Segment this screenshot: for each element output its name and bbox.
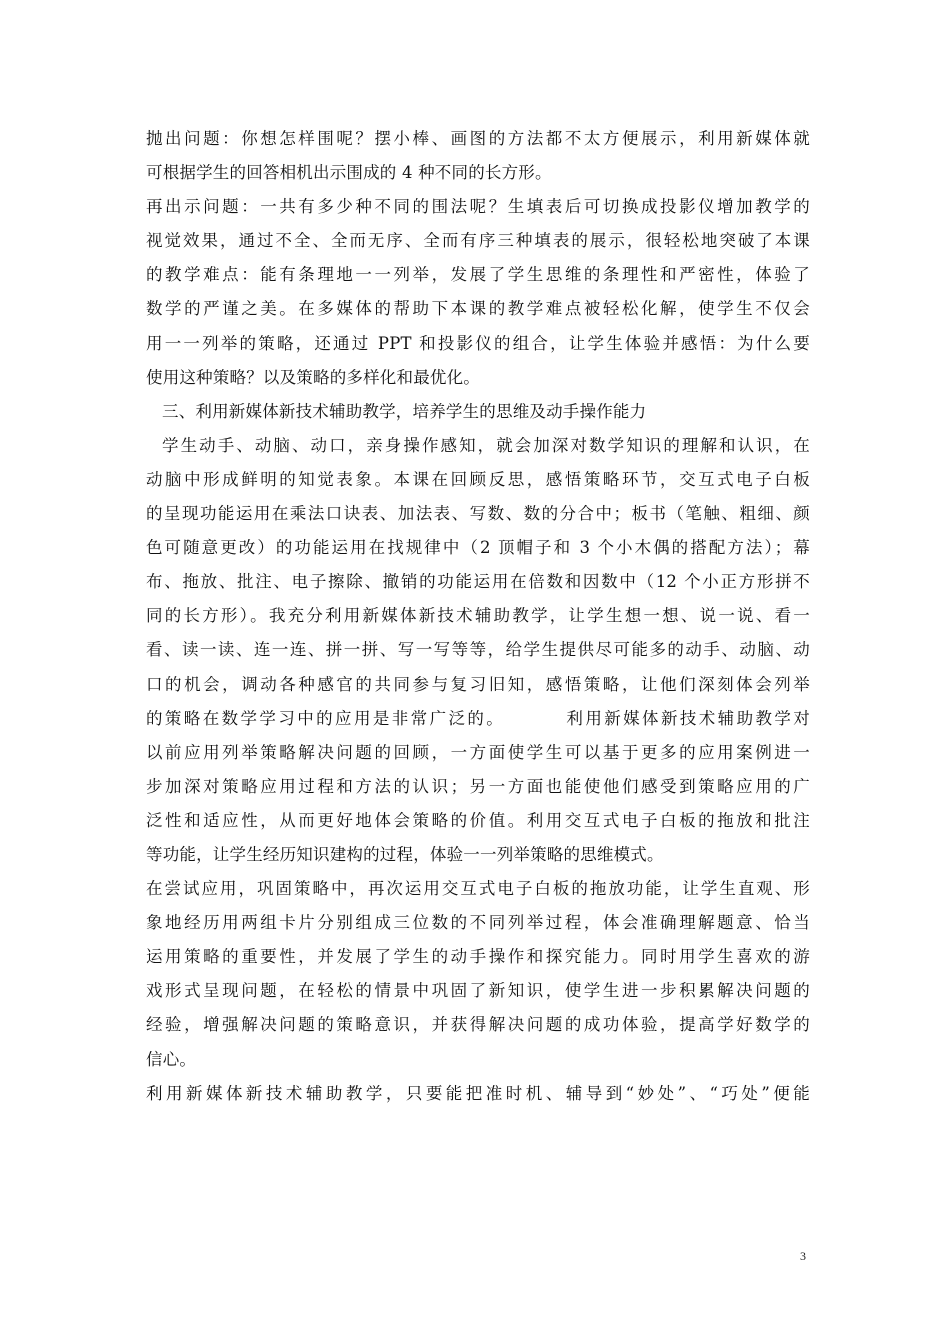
text-line: 同的长方形）。我充分利用新媒体新技术辅助教学，让学生想一想、说一说、看一 xyxy=(146,606,810,626)
text-line: 经验，增强解决问题的策略意识，并获得解决问题的成功体验，提高学好数学的 xyxy=(146,1015,810,1035)
text-line: 抛出问题：你想怎样围呢？摆小棒、画图的方法都不太方便展示，利用新媒体就 xyxy=(146,129,810,148)
text-line: 利用新媒体新技术辅助教学，只要能把准时机、辅导到“妙处”、“巧处”便能 xyxy=(146,1083,810,1103)
text-line: 可根据学生的回答相机出示围成的 4 种不同的长方形。 xyxy=(146,163,552,183)
text-line: 以前应用列举策略解决问题的回顾，一方面使学生可以基于更多的应用案例进一 xyxy=(146,742,810,762)
text-line: 的教学难点：能有条理地一一列举，发展了学生思维的条理性和严密性，体验了 xyxy=(146,265,810,285)
text-line: 在尝试应用，巩固策略中，再次运用交互式电子白板的拖放功能，让学生直观、形 xyxy=(146,879,810,899)
text-line: 的策略在数学学习中的应用是非常广泛的。 利用新媒体新技术辅助教学对 xyxy=(146,708,810,728)
text-line: 看、读一读、连一连、拼一拼、写一写等等，给学生提供尽可能多的动手、动脑、动 xyxy=(146,640,810,660)
page-number: 3 xyxy=(800,1249,806,1263)
text-line: 运用策略的重要性，并发展了学生的动手操作和探究能力。同时用学生喜欢的游 xyxy=(146,947,810,967)
text-line: 视觉效果，通过不全、全而无序、全而有序三种填表的展示，很轻松地突破了本课 xyxy=(146,231,810,251)
text-line: 的呈现功能运用在乘法口诀表、加法表、写数、数的分合中；板书（笔触、粗细、颜 xyxy=(146,504,810,524)
text-line: 再出示问题：一共有多少种不同的围法呢？生填表后可切换成投影仪增加教学的 xyxy=(146,197,810,217)
text-line: 动脑中形成鲜明的知觉表象。本课在回顾反思，感悟策略环节，交互式电子白板 xyxy=(146,469,810,489)
text-line: 步加深对策略应用过程和方法的认识；另一方面也能使他们感受到策略应用的广 xyxy=(146,776,810,796)
text-line: 布、拖放、批注、电子擦除、撤销的功能运用在倍数和因数中（12 个小正方形拼不 xyxy=(146,572,810,592)
text-line: 数学的严谨之美。在多媒体的帮助下本课的教学难点被轻松化解，使学生不仅会 xyxy=(146,299,810,319)
text-line: 泛性和适应性，从而更好地体会策略的价值。利用交互式电子白板的拖放和批注 xyxy=(146,810,810,830)
text-line: 象地经历用两组卡片分别组成三位数的不同列举过程，体会准确理解题意、恰当 xyxy=(146,913,810,933)
text-line: 色可随意更改）的功能运用在找规律中（2 顶帽子和 3 个小木偶的搭配方法）；幕 xyxy=(146,538,810,558)
text-line: 学生动手、动脑、动口，亲身操作感知，就会加深对数学知识的理解和认识，在 xyxy=(162,435,810,455)
text-line: 使用这种策略？以及策略的多样化和最优化。 xyxy=(146,367,480,387)
text-line: 用一一列举的策略，还通过 PPT 和投影仪的组合，让学生体验并感悟：为什么要 xyxy=(146,333,810,353)
text-line: 戏形式呈现问题，在轻松的情景中巩固了新知识，使学生进一步积累解决问题的 xyxy=(146,981,810,1001)
text-line: 信心。 xyxy=(146,1049,197,1069)
body-text xyxy=(146,122,810,1111)
text-line: 口的机会，调动各种感官的共同参与复习旧知，感悟策略，让他们深刻体会列举 xyxy=(146,674,810,694)
section-heading: 三、利用新媒体新技术辅助教学，培养学生的思维及动手操作能力 xyxy=(162,401,647,421)
text-line: 等功能，让学生经历知识建构的过程，体验一一列举策略的思维模式。 xyxy=(146,844,664,864)
